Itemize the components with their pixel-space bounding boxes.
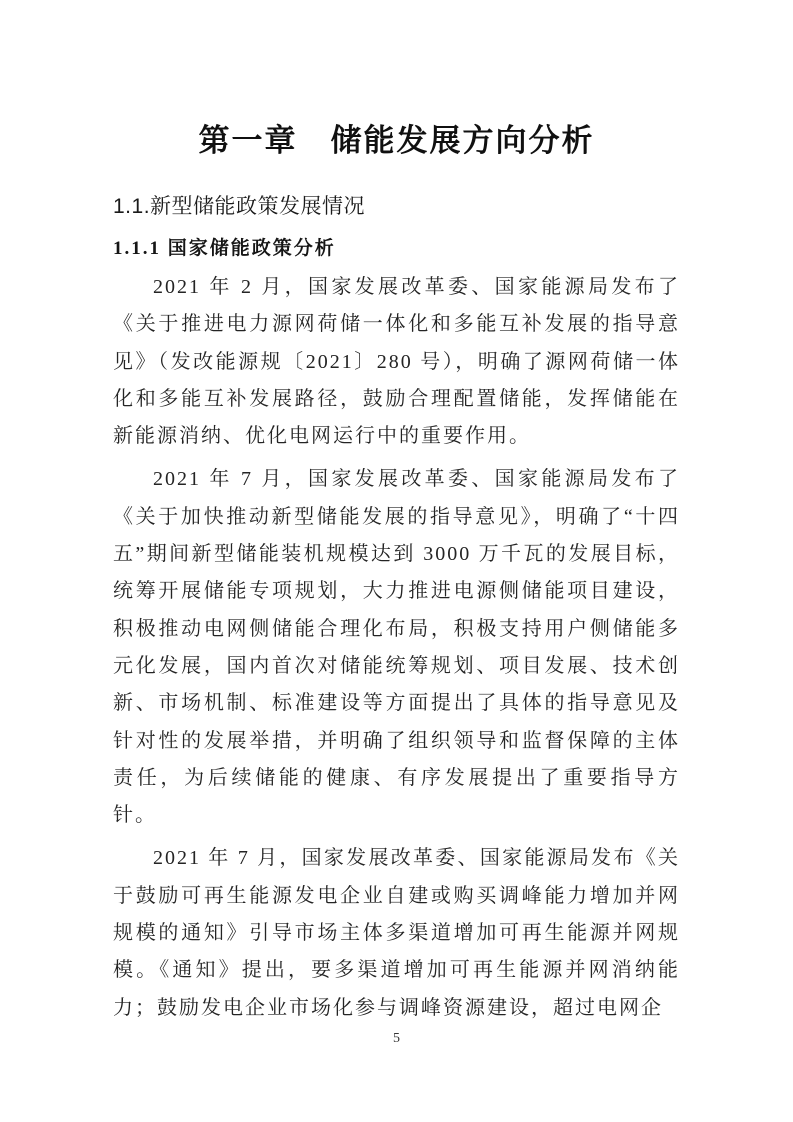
section-heading: 1.1.新型储能政策发展情况: [113, 195, 366, 218]
chapter-title: 第一章 储能发展方向分析: [198, 123, 595, 158]
paragraph-policy-feb-2021: 2021 年 2 月，国家发展改革委、国家能源局发布了《关于推进电力源网荷储一体化和多能互补发展的指导意见》（发改能源规〔2021〕280 号），明确了源网荷储一体化和多能互补发展路径，鼓励合理配置储能，发挥储能在新能源消纳、优化电网运行中的重要作用。: [113, 276, 680, 448]
paragraph-policy-jul-2021-new-storage: 2021 年 7 月，国家发展改革委、国家能源局发布了《关于加快推动新型储能发展的指导意见》，明确了“十四五”期间新型储能装机规模达到 3000 万千瓦的发展目标，统筹开展储能专项规划，大力推进电源侧储能项目建设，积极推动电网侧储能合理化布局，积极支持用户侧储能多元化发展，国内首次对储能统筹规划、项目发展、技术创新、市场机制、标准建设等方面提出了具体的指导意见及针对性的发展举措，并明确了组织领导和监督保障的主体责任，为后续储能的健康、有序发展提出了重要指导方针。: [113, 468, 680, 827]
page-number: 5: [393, 1030, 400, 1046]
paragraph-policy-jul-2021-renewable-notice: 2021 年 7 月，国家发展改革委、国家能源局发布《关于鼓励可再生能源发电企业自建或购买调峰能力增加并网规模的通知》引导市场主体多渠道增加可再生能源并网规模。《通知》提出，要多渠道增加可再生能源并网消纳能力；鼓励发电企业市场化参与调峰资源建设，超过电网企: [113, 847, 680, 1019]
subsection-heading: 1.1.1 国家储能政策分析: [113, 238, 336, 259]
